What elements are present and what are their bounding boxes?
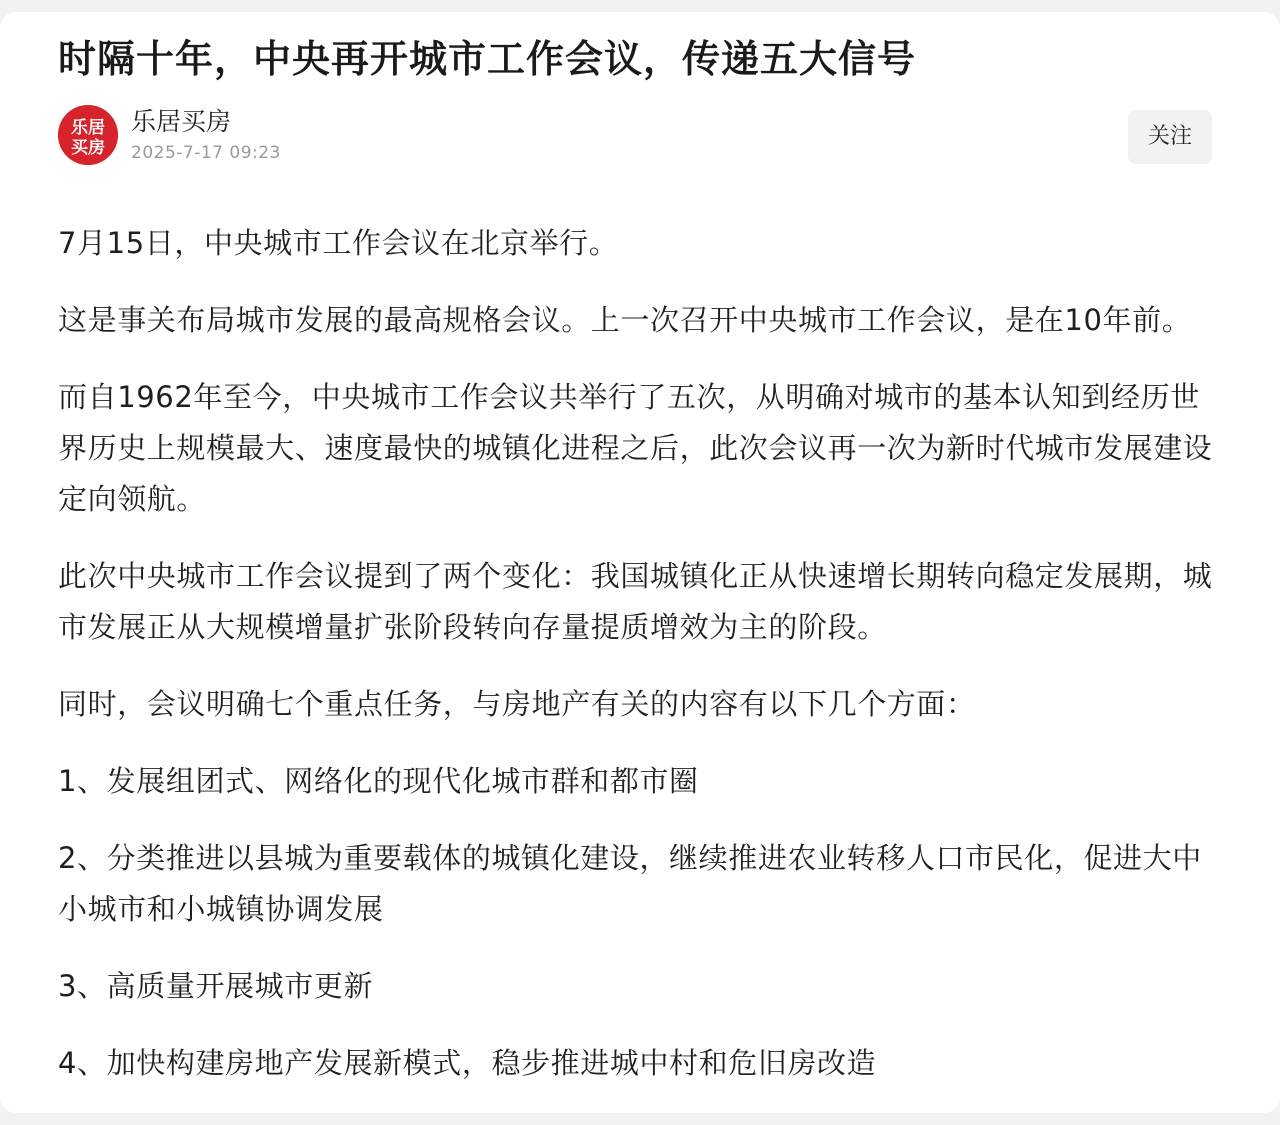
- avatar-text-line1: 乐居: [71, 118, 105, 138]
- list-item: 3、高质量开展城市更新: [58, 969, 374, 1003]
- author-logo: [58, 105, 118, 165]
- list-item: 1、发展组团式、网络化的现代化城市群和都市圈: [58, 764, 699, 798]
- author-avatar[interactable]: [58, 105, 118, 165]
- article-body: [58, 218, 1222, 1113]
- follow-button[interactable]: 关注: [1128, 110, 1212, 164]
- article-title: 时隔十年，中央再开城市工作会议，传递五大信号: [58, 37, 917, 81]
- list-item: 2、分类推进以县城为重要载体的城镇化建设，继续推进农业转移人口市民化，促进大中小城市和小城镇协调发展: [58, 841, 1202, 926]
- article-paragraph: 而自1962年至今，中央城市工作会议共举行了五次，从明确对城市的基本认知到经历世界历史上规模最大、速度最快的城镇化进程之后，此次会议再一次为新时代城市发展建设定向领航。: [58, 380, 1213, 516]
- publish-time: 2025-7-17 09:23: [131, 143, 281, 163]
- list-item: 4、加快构建房地产发展新模式，稳步推进城中村和危旧房改造: [58, 1046, 877, 1080]
- article-paragraph: 此次中央城市工作会议提到了两个变化：我国城镇化正从快速增长期转向稳定发展期，城市发展正从大规模增量扩张阶段转向存量提质增效为主的阶段。: [58, 559, 1213, 644]
- article-page: [0, 12, 1280, 1113]
- article-paragraph: 这是事关布局城市发展的最高规格会议。上一次召开中央城市工作会议，是在10年前。: [58, 303, 1192, 337]
- avatar-text-line2: 买房: [71, 138, 105, 158]
- article-paragraph: 同时，会议明确七个重点任务，与房地产有关的内容有以下几个方面：: [58, 687, 976, 721]
- article-paragraph: 7月15日，中央城市工作会议在北京举行。: [58, 226, 619, 260]
- author-name[interactable]: 乐居买房: [131, 107, 232, 136]
